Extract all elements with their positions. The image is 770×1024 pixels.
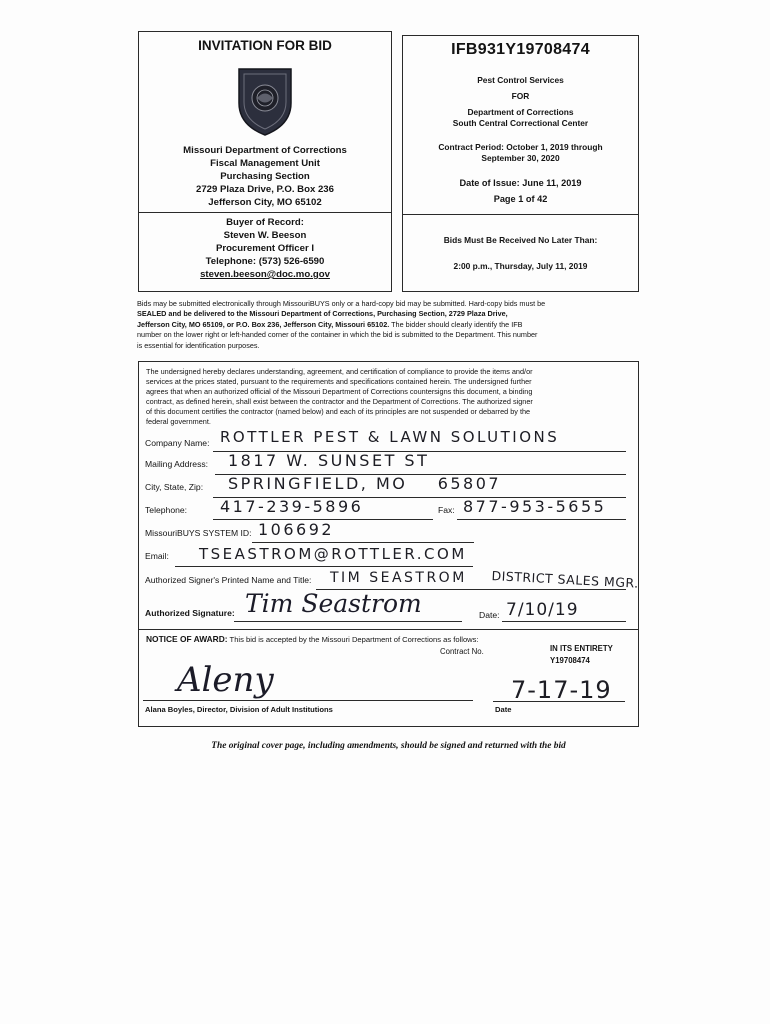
signer-label: Authorized Signer's Printed Name and Title: [145, 575, 312, 585]
instructions-line: number on the lower right or left-handed corner of the container in which the bid is submitted to the Department. This number [137, 330, 538, 340]
instructions-text: The bidder should clearly identify the IFB [389, 319, 523, 329]
signature-label: Authorized Signature: [145, 608, 235, 618]
contractor-signature: Tim Seastrom [245, 589, 422, 618]
declaration-text [146, 367, 638, 427]
mailing-address-field[interactable]: 1817 W. SUNSET ST [228, 451, 430, 470]
instructions-line [137, 320, 642, 330]
declaration-line: contract, as defined herein, shall exist between the contractor and the Department of Corrections. The authorized signer [146, 397, 533, 406]
department-name: Department of Corrections [467, 107, 574, 117]
invitation-title: INVITATION FOR BID [198, 38, 332, 53]
company-label: Company Name: [145, 438, 210, 448]
instructions-line: SEALED and be delivered to the Missouri Department of Corrections, Purchasing Section, 2729 Plaza Drive, [137, 309, 508, 319]
deadline-box [402, 214, 639, 292]
department-seal-icon [233, 65, 297, 137]
buyer-title: Procurement Officer I [215, 243, 315, 254]
declaration-line: The undersigned hereby declares understanding, agreement, and certification of compliance to provide the items and/or [146, 367, 533, 376]
agency-section: Purchasing Section [220, 171, 310, 182]
buyer-name: Steven W. Beeson [223, 230, 307, 241]
center-name: South Central Correctional Center [452, 118, 589, 128]
instructions-line: Bids may be submitted electronically through MissouriBUYS only or a hard-copy bid may be submitted. Hard-copy bids must be [137, 299, 546, 308]
city-label: City, State, Zip: [145, 482, 204, 492]
deadline-time: 2:00 p.m., Thursday, July 11, 2019 [453, 261, 588, 271]
ifb-box [402, 35, 639, 215]
contract-period-end: September 30, 2020 [481, 153, 560, 163]
system-id-line [252, 542, 474, 543]
instructions-address: Jefferson City, MO 65109, or P.O. Box 236, Jefferson City, Missouri 65102. [137, 319, 390, 329]
declaration-line: agrees that when an authorized official of the Missouri Department of Corrections countersigns this document, a binding [146, 387, 533, 396]
ifb-number: IFB931Y19708474 [451, 41, 590, 58]
service-name: Pest Control Services [477, 75, 564, 85]
award-box [138, 629, 639, 727]
for-word: FOR [511, 91, 530, 101]
notice-text: This bid is accepted by the Missouri Department of Corrections as follows: [227, 635, 479, 644]
in-its-entirety: IN ITS ENTIRETY [550, 644, 613, 653]
email-label: Email: [145, 551, 169, 561]
contract-period: Contract Period: October 1, 2019 through [438, 142, 603, 152]
instructions-line: is essential for identification purposes. [137, 340, 260, 350]
buyer-email: steven.beeson@doc.mo.gov [200, 269, 330, 280]
date-of-issue: Date of Issue: June 11, 2019 [459, 178, 582, 188]
footer-note: The original cover page, including amendments, should be signed and returned with the bid [211, 741, 566, 751]
declaration-line: of this document certifies the contractor (named below) and each of its principles are not suspended or debarred by the [146, 407, 531, 416]
agency-box [138, 31, 392, 213]
telephone-label: Telephone: [145, 505, 188, 515]
signature-line [234, 621, 462, 622]
notice-heading: NOTICE OF AWARD: [146, 634, 228, 644]
signature-date-line [502, 621, 626, 622]
director-signature: Aleny [177, 660, 274, 700]
signer-name-field[interactable]: TIM SEASTROM [330, 570, 467, 586]
page-number: Page 1 of 42 [493, 194, 548, 204]
submission-instructions [137, 299, 642, 351]
email-field[interactable]: TSEASTROM@ROTTLER.COM [199, 545, 467, 563]
fax-field[interactable]: 877-953-5655 [463, 497, 607, 516]
contract-no-label: Contract No. [440, 647, 484, 656]
director-signature-line [143, 700, 473, 701]
signer-title-field[interactable]: DISTRICT SALES MGR. [491, 568, 640, 591]
fax-label: Fax: [438, 505, 455, 515]
city-state-zip-field[interactable]: SPRINGFIELD, MO 65807 [228, 474, 502, 493]
award-date-field[interactable]: 7-17-19 [511, 676, 612, 704]
notice-of-award [146, 634, 479, 644]
mailing-label: Mailing Address: [145, 459, 209, 469]
email-line [175, 566, 473, 567]
agency-name: Missouri Department of Corrections [183, 145, 347, 156]
deadline-label: Bids Must Be Received No Later Than: [443, 235, 598, 245]
buyer-heading: Buyer of Record: [226, 217, 304, 228]
agency-unit: Fiscal Management Unit [210, 158, 320, 169]
declaration-line: federal government. [146, 417, 211, 426]
director-name-title: Alana Boyles, Director, Division of Adult Institutions [145, 705, 333, 714]
signature-date-label: Date: [479, 610, 500, 620]
system-id-field[interactable]: 106692 [258, 520, 335, 539]
signature-date-field[interactable]: 7/10/19 [506, 600, 579, 620]
buyer-box [138, 212, 392, 292]
company-name-field[interactable]: ROTTLER PEST & LAWN SOLUTIONS [220, 428, 560, 446]
system-id-label: MissouriBUYS SYSTEM ID: [145, 528, 252, 538]
award-date-label: Date [495, 705, 512, 714]
buyer-telephone: Telephone: (573) 526-6590 [205, 256, 325, 267]
fax-line [457, 519, 626, 520]
agency-city: Jefferson City, MO 65102 [208, 197, 322, 208]
agency-address: 2729 Plaza Drive, P.O. Box 236 [196, 184, 334, 195]
declaration-line: services at the prices stated, pursuant to the requirements and specifications contained herein. The undersigned further [146, 377, 532, 386]
contract-number: Y19708474 [550, 656, 590, 665]
telephone-field[interactable]: 417-239-5896 [220, 497, 364, 516]
